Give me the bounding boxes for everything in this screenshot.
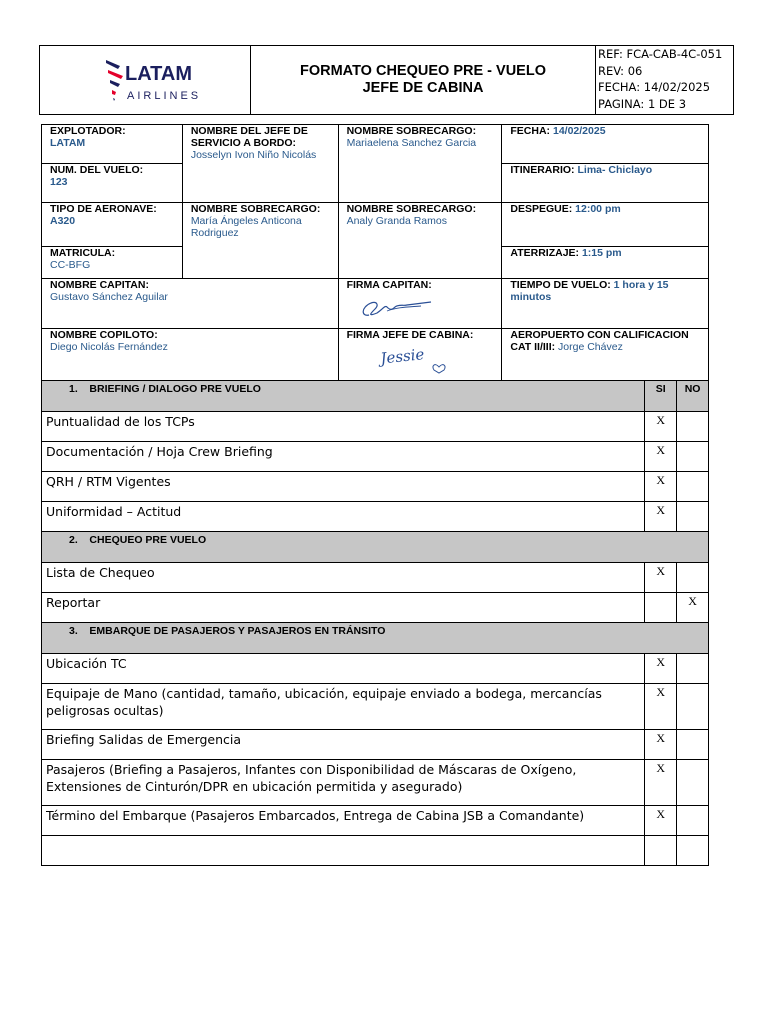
checklist-item-text — [42, 836, 645, 866]
cell-firma-capitan — [338, 279, 502, 329]
section-title: 2. CHEQUEO PRE VUELO — [42, 532, 709, 563]
flight-info-grid — [41, 124, 709, 381]
copiloto-value: Diego Nicolás Fernández — [50, 341, 168, 353]
checklist-item-text: Documentación / Hoja Crew Briefing — [42, 442, 645, 472]
logo-brand-text: LATAM — [125, 63, 193, 85]
aterrizaje-value: 1:15 pm — [581, 247, 622, 259]
si-checkbox[interactable] — [645, 836, 677, 866]
checklist-row — [42, 806, 709, 836]
no-checkbox[interactable] — [677, 730, 709, 760]
cell-aterrizaje — [502, 247, 709, 279]
no-checkbox[interactable] — [677, 654, 709, 684]
si-checkbox[interactable]: X — [645, 442, 677, 472]
cabin-chief-signature — [347, 345, 447, 375]
aeropuerto-label: AEROPUERTO CON CALIFICACION CAT II/III: — [510, 329, 689, 353]
checklist-row — [42, 412, 709, 442]
si-checkbox[interactable]: X — [645, 806, 677, 836]
checklist-item-text: Reportar — [42, 593, 645, 623]
tiempo-vuelo-value: 1 hora y 15 minutos — [510, 279, 669, 303]
checklist-item-text: Equipaje de Mano (cantidad, tamaño, ubicación, equipaje enviado a bodega, mercancías peligrosas ocultas) — [42, 684, 645, 730]
cell-jefe-servicio — [182, 125, 338, 203]
checklist-row — [42, 472, 709, 502]
latam-logo-graphic — [40, 46, 251, 114]
tipo-aeronave-value: A320 — [50, 215, 76, 227]
no-checkbox[interactable] — [677, 472, 709, 502]
firma-jefe-label: FIRMA JEFE DE CABINA: — [346, 329, 474, 341]
copiloto-label: NOMBRE COPILOTO: — [50, 329, 158, 341]
firma-capitan-label: FIRMA CAPITAN: — [346, 279, 432, 291]
meta-pagina: PAGINA: 1 DE 3 — [598, 96, 687, 111]
sobrecargo-3-label: NOMBRE SOBRECARGO: — [346, 203, 477, 215]
checklist-item-text: Puntualidad de los TCPs — [42, 412, 645, 442]
si-checkbox[interactable]: X — [645, 472, 677, 502]
latam-mark-icon — [106, 60, 123, 101]
no-checkbox[interactable] — [677, 836, 709, 866]
sobrecargo-3-value: Analy Granda Ramos — [346, 215, 447, 227]
tiempo-vuelo-label: TIEMPO DE VUELO: — [510, 279, 611, 291]
section-header — [42, 532, 709, 563]
document-meta — [596, 46, 733, 114]
no-checkbox[interactable] — [677, 502, 709, 532]
matricula-label: MATRICULA: — [50, 247, 116, 259]
checklist-item-text: Lista de Chequeo — [42, 563, 645, 593]
cell-despegue — [502, 203, 709, 247]
cell-copiloto — [42, 329, 339, 381]
si-checkbox[interactable] — [645, 593, 677, 623]
no-checkbox[interactable] — [677, 442, 709, 472]
section-title: 1. BRIEFING / DIALOGO PRE VUELO — [42, 381, 645, 412]
matricula-value: CC-BFG — [50, 259, 91, 271]
checklist-row — [42, 836, 709, 866]
logo-sub-text: AIRLINES — [127, 90, 202, 102]
section-header — [42, 623, 709, 654]
no-checkbox[interactable] — [677, 412, 709, 442]
cell-explotador — [42, 125, 183, 164]
si-checkbox[interactable]: X — [645, 502, 677, 532]
cell-capitan — [42, 279, 339, 329]
sobrecargo-1-label: NOMBRE SOBRECARGO: — [346, 125, 477, 137]
checklist-row — [42, 684, 709, 730]
no-checkbox[interactable] — [677, 806, 709, 836]
fecha-label: FECHA: — [510, 125, 551, 137]
fecha-value: 14/02/2025 — [552, 125, 606, 137]
explotador-value: LATAM — [50, 137, 86, 149]
si-checkbox[interactable]: X — [645, 730, 677, 760]
no-checkbox[interactable] — [677, 760, 709, 806]
checklist-row — [42, 563, 709, 593]
itinerario-label: ITINERARIO: — [510, 164, 575, 176]
captain-signature — [347, 295, 437, 321]
si-checkbox[interactable]: X — [645, 760, 677, 806]
checklist-row — [42, 442, 709, 472]
cell-fecha — [502, 125, 709, 164]
jefe-servicio-label: NOMBRE DEL JEFE DE SERVICIO A BORDO: — [190, 125, 308, 149]
cell-sobrecargo-1 — [338, 125, 502, 203]
checklist-row — [42, 654, 709, 684]
aterrizaje-label: ATERRIZAJE: — [510, 247, 580, 259]
si-checkbox[interactable]: X — [645, 684, 677, 730]
sobrecargo-1-value: Mariaelena Sanchez Garcia — [346, 137, 477, 149]
meta-rev: REV: 06 — [598, 63, 643, 78]
no-checkbox[interactable] — [677, 684, 709, 730]
cell-tiempo-vuelo — [502, 279, 709, 329]
form-title — [251, 46, 596, 114]
capitan-label: NOMBRE CAPITAN: — [50, 279, 149, 291]
form-title-line1: FORMATO CHEQUEO PRE - VUELO — [300, 63, 546, 79]
cell-firma-jefe — [338, 329, 502, 381]
no-checkbox[interactable]: X — [677, 593, 709, 623]
si-checkbox[interactable]: X — [645, 654, 677, 684]
form-title-line2: JEFE DE CABINA — [362, 80, 484, 96]
aeropuerto-value: Jorge Chávez — [558, 341, 623, 353]
checklist-table — [41, 380, 709, 866]
explotador-label: EXPLOTADOR: — [50, 125, 126, 137]
checklist-row — [42, 730, 709, 760]
document-header — [39, 45, 734, 115]
despegue-value: 12:00 pm — [575, 203, 621, 215]
cell-sobrecargo-2 — [182, 203, 338, 279]
checklist-item-text: Uniformidad – Actitud — [42, 502, 645, 532]
checklist-item-text: QRH / RTM Vigentes — [42, 472, 645, 502]
tipo-aeronave-label: TIPO DE AERONAVE: — [50, 203, 157, 215]
jefe-servicio-value: Josselyn Ivon Niño Nicolás — [190, 149, 317, 161]
cell-num-vuelo — [42, 164, 183, 203]
cell-sobrecargo-3 — [338, 203, 502, 279]
cell-matricula — [42, 247, 183, 279]
checklist-row — [42, 760, 709, 806]
checklist-item-text: Pasajeros (Briefing a Pasajeros, Infantes con Disponibilidad de Máscaras de Oxígeno, Extensiones de Cinturón/DPR en ubicación permitida y asegurado) — [42, 760, 645, 806]
si-checkbox[interactable]: X — [645, 412, 677, 442]
si-column-header: SI — [645, 381, 677, 412]
section-title: 3. EMBARQUE DE PASAJEROS Y PASAJEROS EN TRÁNSITO — [42, 623, 709, 654]
checklist-row — [42, 502, 709, 532]
cabin-chief-signature-text: Jessie — [379, 345, 425, 368]
meta-ref: REF: FCA-CAB-4C-051 — [598, 47, 723, 61]
no-column-header: NO — [677, 381, 709, 412]
checklist-item-text: Ubicación TC — [42, 654, 645, 684]
checklist-item-text: Término del Embarque (Pasajeros Embarcados, Entrega de Cabina JSB a Comandante) — [42, 806, 645, 836]
capitan-value: Gustavo Sánchez Aguilar — [50, 291, 168, 303]
sobrecargo-2-label: NOMBRE SOBRECARGO: — [190, 203, 321, 215]
num-vuelo-value: 123 — [50, 176, 68, 188]
despegue-label: DESPEGUE: — [510, 203, 573, 215]
heart-icon — [433, 365, 445, 373]
meta-fecha: FECHA: 14/02/2025 — [598, 80, 711, 94]
latam-logo — [40, 46, 251, 114]
itinerario-value: Lima- Chiclayo — [577, 164, 653, 176]
checklist-item-text: Briefing Salidas de Emergencia — [42, 730, 645, 760]
no-checkbox[interactable] — [677, 563, 709, 593]
cell-itinerario — [502, 164, 709, 203]
cell-tipo-aeronave — [42, 203, 183, 247]
cell-aeropuerto — [502, 329, 709, 381]
section-header — [42, 381, 709, 412]
si-checkbox[interactable]: X — [645, 563, 677, 593]
checklist-row — [42, 593, 709, 623]
num-vuelo-label: NUM. DEL VUELO: — [50, 164, 144, 176]
sobrecargo-2-value: María Ángeles Anticona Rodriguez — [190, 215, 302, 239]
